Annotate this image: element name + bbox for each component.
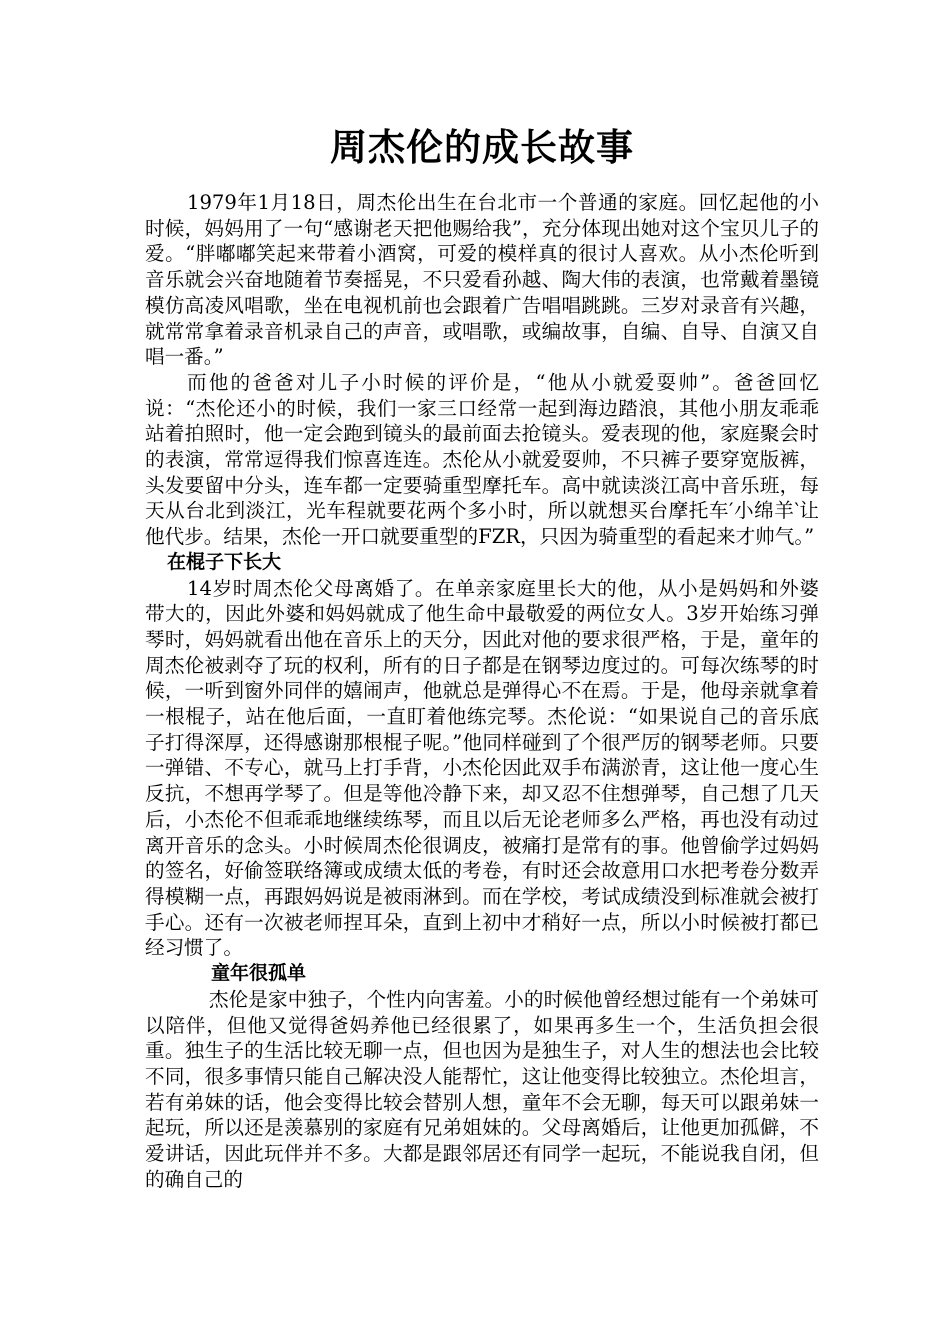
section-paragraph-stick: 14岁时周杰伦父母离婚了。在单亲家庭里长大的他，从小是妈妈和外婆带大的，因此外婆和妈妈就成了他生命中最敬爱的两位女人。3岁开始练习弹琴时，妈妈就看出他在音乐上的天分，因此对他的要求很严格，于是，童年的周杰伦被剥夺了玩的权利，所有的日子都是在钢琴边度过的。可每次练琴的时候，一听到窗外同伴的嬉闹声，他就总是弹得心不在焉。于是，他母亲就拿着一根棍子，站在他后面，一直盯着他练完琴。杰伦说：“如果说自己的音乐底子打得深厚，还得感谢那根棍子呢。”他同样碰到了个很严厉的钢琴老师。只要一弹错、不专心，就马上打手背，小杰伦因此双手布满淤青，这让他一度心生反抗，不想再学琴了。但是等他冷静下来，却又忍不住想弹琴，自己想了几天后，小杰伦不但乖乖地继续练琴，而且以后无论老师多么严格，再也没有动过离开音乐的念头。小时候周杰伦很调皮，被痛打是常有的事。他曾偷学过妈妈的签名，好偷签联络簿或成绩太低的考卷，有时还会故意用口水把考卷分数弄得模糊一点，再跟妈妈说是被雨淋到。而在学校，考试成绩没到标准就会被打手心。还有一次被老师捏耳朵，直到上初中才稍好一点，所以小时候被打都已经习惯了。 — [145, 576, 819, 960]
intro-paragraph-birth: 1979年1月18日，周杰伦出生在台北市一个普通的家庭。回忆起他的小时候，妈妈用了一句“感谢老天把他赐给我”，充分体现出她对这个宝贝儿子的爱。“胖嘟嘟笑起来带着小酒窝，可爱的模样真的很讨人喜欢。从小杰伦听到音乐就会兴奋地随着节奏摇晃，不只爱看孙越、陶大伟的表演，也常戴着墨镜模仿高凌风唱歌，坐在电视机前也会跟着广告唱唱跳跳。三岁对录音有兴趣，就常常拿着录音机录自己的声音，或唱歌，或编故事，自编、自导、自演又自唱一番。” — [145, 191, 819, 369]
section-heading-lonely: 童年很孤单 — [211, 962, 307, 985]
document-page — [145, 118, 819, 1192]
intro-paragraph-father: 而他的爸爸对儿子小时候的评价是，“他从小就爱耍帅”。爸爸回忆说：“杰伦还小的时候，我们一家三口经常一起到海边踏浪，其他小朋友乖乖站着拍照时，他一定会跑到镜头的最前面去抢镜头。爱表现的他，家庭聚会时的表演，常常逗得我们惊喜连连。杰伦从小就爱耍帅，不只裤子要穿宽版裤，头发要留中分头，连车都一定要骑重型摩托车。高中就读淡江高中音乐班，每天从台北到淡江，光车程就要花两个多小时，所以就想买台摩托车′小绵羊‵让他代步。结果，杰伦一开口就要重型的FZR，只因为骑重型的看起来才帅气。” — [145, 370, 819, 549]
document-title: 周杰伦的成长故事 — [330, 126, 634, 169]
section-heading-stick: 在棍子下长大 — [167, 550, 282, 573]
section-paragraph-lonely: 杰伦是家中独子，个性内向害羞。小的时候他曾经想过能有一个弟妹可以陪伴，但他又觉得爸妈养他已经很累了，如果再多生一个，生活负担会很重。独生子的生活比较无聊一点，但也因为是独生子，对人生的想法也会比较不同，很多事情只能自己解决没人能帮忙，这让他变得比较独立。杰伦坦言，若有弟妹的话，他会变得比较会替别人想，童年不会无聊，每天可以跟弟妹一起玩，所以还是羡慕别的家庭有兄弟姐妹的。父母离婚后，让他更加孤僻，不爱讲话，因此玩伴并不多。大都是跟邻居还有同学一起玩，不能说我自闭，但的确自己的 — [145, 987, 819, 1191]
